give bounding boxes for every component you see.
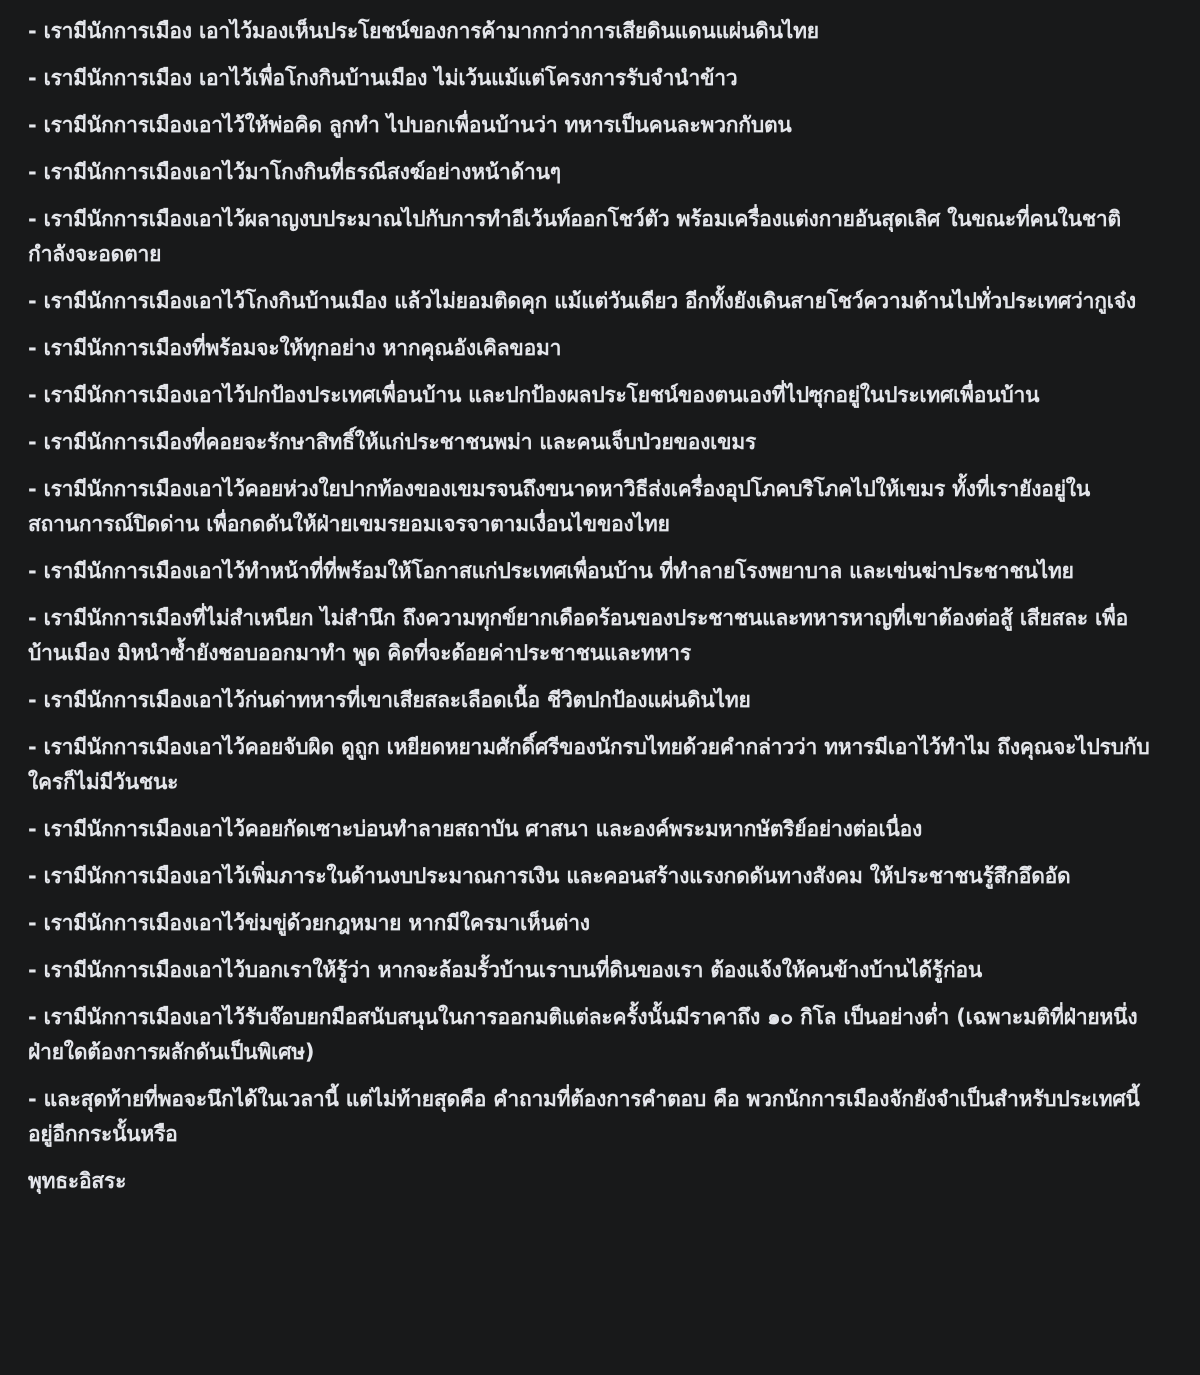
post-paragraph-3: - เรามีนักการเมืองเอาไว้ให้พ่อคิด ลูกทำ ไปบอกเพื่อนบ้านว่า ทหารเป็นคนละพวกกับตน	[28, 113, 792, 137]
post-paragraph-13: - เรามีนักการเมืองเอาไว้ก่นด่าทหารที่เขาเสียสละเลือดเนื้อ ชีวิตปกป้องแผ่นดินไทย	[28, 688, 751, 712]
post-paragraph-2: - เรามีนักการเมือง เอาไว้เพื่อโกงกินบ้านเมือง ไม่เว้นแม้แต่โครงการรับจำนำข้าว	[28, 66, 738, 90]
post-paragraph-5: - เรามีนักการเมืองเอาไว้ผลาญงบประมาณไปกับการทำอีเว้นท์ออกโชว์ตัว พร้อมเครื่องแต่งกายอันสุดเลิศ ในขณะที่คนในชาติกำลังจะอดตาย	[28, 207, 1121, 266]
post-paragraph-19: - เรามีนักการเมืองเอาไว้รับจ๊อบยกมือสนับสนุนในการออกมติแต่ละครั้งนั้นมีราคาถึง ๑๐ กิโล เป็นอย่างต่ำ (เฉพาะมติที่ฝ่ายหนึ่งฝ่ายใดต้องการผลักดันเป็นพิเศษ)	[28, 1005, 1138, 1064]
post-paragraph-4: - เรามีนักการเมืองเอาไว้มาโกงกินที่ธรณีสงฆ์อย่างหน้าด้านๆ	[28, 160, 561, 184]
post-paragraph-8: - เรามีนักการเมืองเอาไว้ปกป้องประเทศเพื่อนบ้าน และปกป้องผลประโยชน์ของตนเองที่ไปซุกอยู่ในประเทศเพื่อนบ้าน	[28, 383, 1040, 407]
post-signature: พุทธะอิสระ	[28, 1169, 127, 1193]
post-paragraph-9: - เรามีนักการเมืองที่คอยจะรักษาสิทธิ์ให้แก่ประชาชนพม่า และคนเจ็บป่วยของเขมร	[28, 430, 757, 454]
post-paragraph-15: - เรามีนักการเมืองเอาไว้คอยกัดเซาะบ่อนทำลายสถาบัน ศาสนา และองค์พระมหากษัตริย์อย่างต่อเนื่อง	[28, 817, 923, 841]
post-paragraph-18: - เรามีนักการเมืองเอาไว้บอกเราให้รู้ว่า หากจะล้อมรั้วบ้านเราบนที่ดินของเรา ต้องแจ้งให้คนข้างบ้านได้รู้ก่อน	[28, 958, 983, 982]
post-paragraph-14: - เรามีนักการเมืองเอาไว้คอยจับผิด ดูถูก เหยียดหยามศักดิ์ศรีของนักรบไทยด้วยคำกล่าวว่า ทหารมีเอาไว้ทำไม ถึงคุณจะไปรบกับใครก็ไม่มีวันชนะ	[28, 735, 1150, 794]
post-paragraph-7: - เรามีนักการเมืองที่พร้อมจะให้ทุกอย่าง หากคุณอังเคิลขอมา	[28, 336, 562, 360]
post-paragraph-20: - และสุดท้ายที่พอจะนึกได้ในเวลานี้ แต่ไม่ท้ายสุดคือ คำถามที่ต้องการคำตอบ คือ พวกนักการเมืองจักยังจำเป็นสำหรับประเทศนี้อยู่อีกกระนั้นหรือ	[28, 1087, 1140, 1146]
post-paragraph-6: - เรามีนักการเมืองเอาไว้โกงกินบ้านเมือง แล้วไม่ยอมติดคุก แม้แต่วันเดียว อีกทั้งยังเดินสายโชว์ความด้านไปทั่วประเทศว่ากูเจ๋ง	[28, 289, 1136, 313]
post-paragraph-11: - เรามีนักการเมืองเอาไว้ทำหน้าที่ที่พร้อมให้โอกาสแก่ประเทศเพื่อนบ้าน ที่ทำลายโรงพยาบาล และเข่นฆ่าประชาชนไทย	[28, 559, 1074, 583]
post-paragraph-17: - เรามีนักการเมืองเอาไว้ข่มขู่ด้วยกฎหมาย หากมีใครมาเห็นต่าง	[28, 911, 590, 935]
post-paragraph-10: - เรามีนักการเมืองเอาไว้คอยห่วงใยปากท้องของเขมรจนถึงขนาดหาวิธีส่งเครื่องอุปโภคบริโภคไปให้เขมร ทั้งที่เรายังอยู่ในสถานการณ์ปิดด่าน เพื่อกดดันให้ฝ่ายเขมรยอมเจรจาตามเงื่อนไขของไทย	[28, 477, 1091, 536]
post-paragraph-16: - เรามีนักการเมืองเอาไว้เพิ่มภาระในด้านงบประมาณการเงิน และคอนสร้างแรงกดดันทางสังคม ให้ประชาชนรู้สึกอึดอัด	[28, 864, 1071, 888]
post-paragraph-1: - เรามีนักการเมือง เอาไว้มองเห็นประโยชน์ของการค้ามากกว่าการเสียดินแดนแผ่นดินไทย	[28, 19, 819, 43]
post-paragraph-12: - เรามีนักการเมืองที่ไม่สำเหนียก ไม่สำนึก ถึงความทุกข์ยากเดือดร้อนของประชาชนและทหารหาญที่เขาต้องต่อสู้ เสียสละ เพื่อบ้านเมือง มิหนำซ้ำยังชอบออกมาทำ พูด คิดที่จะด้อยค่าประชาชนและทหาร	[28, 606, 1129, 665]
